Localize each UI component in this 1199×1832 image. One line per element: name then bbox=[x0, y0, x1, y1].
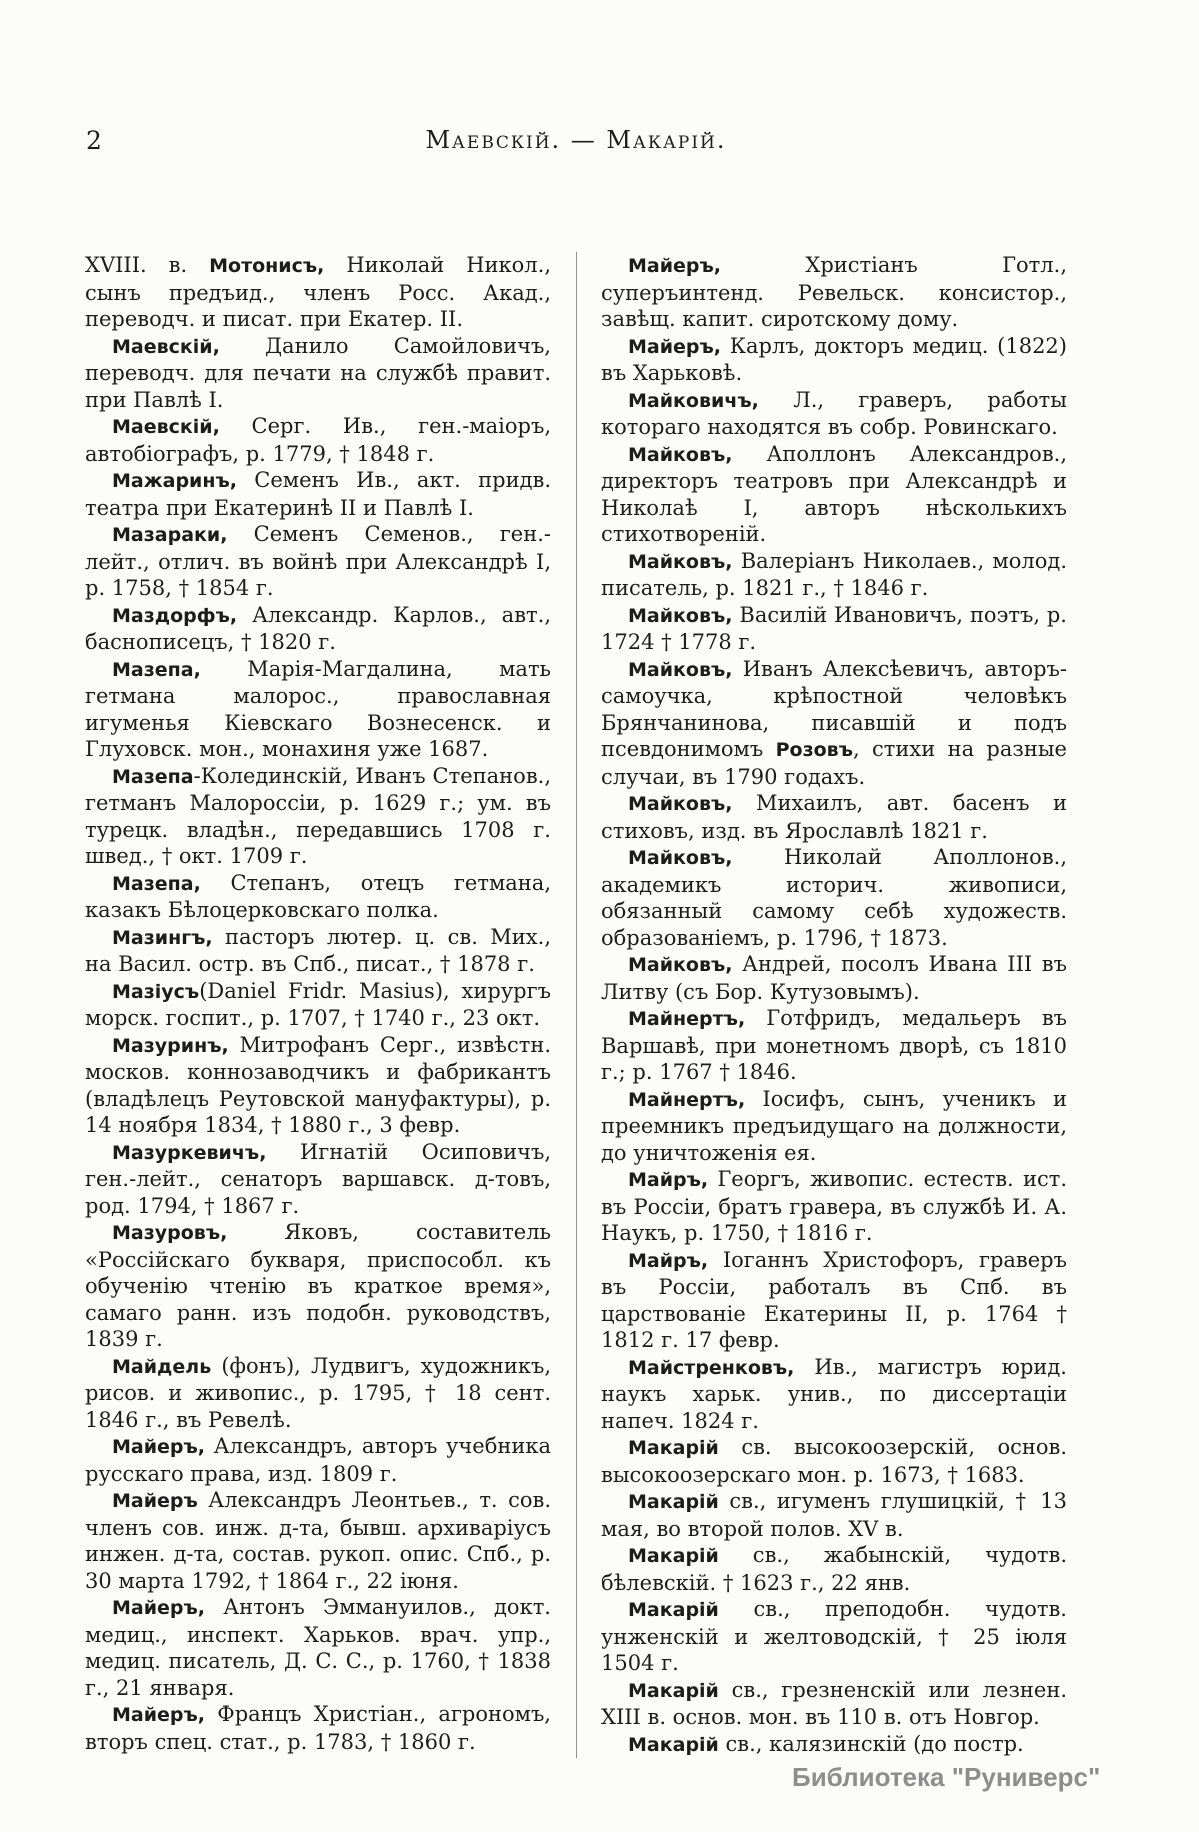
entry-text: Ив., магистръ юрид. наукъ харьк. унив., по диссертаціи напеч. 1824 г. bbox=[601, 1354, 1067, 1433]
entry-headword: Макарій bbox=[628, 1599, 719, 1621]
entry-headword: Майковъ, bbox=[628, 550, 733, 573]
dictionary-entry bbox=[601, 1542, 1067, 1596]
entry-text: Семенъ Ив., акт. придв. театра при Екатеринѣ II и Павлѣ I. bbox=[85, 468, 551, 520]
dictionary-entry bbox=[85, 467, 551, 521]
entry-text: Митрофанъ Серг., извѣстн. москов. коннозаводчикъ и фабрикантъ (владѣлецъ Реутовской мануфактуры), р. 14 ноября 1834, † 1880 г., 3 февр. bbox=[85, 1032, 551, 1137]
entry-headword: Мазіусъ bbox=[112, 980, 200, 1003]
entry-headword: Майстренковъ, bbox=[628, 1356, 795, 1379]
entry-headword: Макарій bbox=[628, 1679, 719, 1702]
entry-text: Карлъ, докторъ медиц. (1822) въ Харьковѣ. bbox=[601, 333, 1067, 385]
entry-headword: Розовъ bbox=[775, 739, 853, 761]
entry-text: (фонъ), Лудвигъ, художникъ, рисов. и живопис., р. 1795, † 18 сент. 1846 г., въ Ревелѣ. bbox=[85, 1353, 551, 1432]
entry-headword: Майеръ, bbox=[112, 1597, 206, 1619]
dictionary-entry bbox=[85, 1701, 551, 1755]
dictionary-entry bbox=[601, 602, 1067, 656]
dictionary-entry bbox=[85, 870, 551, 924]
dictionary-entry bbox=[85, 924, 551, 978]
entry-text: Серг. Ив., ген.-маіоръ, автобіографъ, р. 1779, † 1848 г. bbox=[85, 414, 551, 466]
entry-headword: Майеръ, bbox=[628, 335, 722, 358]
entry-text: -Колединскій, Иванъ Степанов., гетманъ Малороссіи, р. 1629 г.; ум. въ турецк. владѣн., передавшись 1708 г. швед., † окт. 1709 г. bbox=[85, 763, 551, 868]
dictionary-entry bbox=[85, 1032, 551, 1139]
dictionary-entry bbox=[85, 333, 551, 414]
dictionary-entry bbox=[601, 844, 1067, 951]
dictionary-entry bbox=[601, 387, 1067, 441]
entry-headword: Майнертъ, bbox=[628, 1088, 746, 1111]
dictionary-entry bbox=[601, 252, 1067, 333]
entry-text: св., игуменъ глушицкій, † 13 мая, во второй полов. XV в. bbox=[601, 1489, 1067, 1541]
entry-headword: Мазепа bbox=[112, 765, 194, 788]
entry-headword: Мазуровъ, bbox=[112, 1222, 228, 1244]
dictionary-entry bbox=[601, 790, 1067, 844]
entry-text: Готфридъ, медальеръ въ Варшавѣ, при монетномъ дворѣ, съ 1810 г.; р. 1767 † 1846. bbox=[601, 1006, 1067, 1084]
entry-text: (Daniel Fridr. Masius), хирургъ морск. госпит., р. 1707, † 1740 г., 23 окт. bbox=[85, 978, 551, 1030]
entry-headword: Макарій bbox=[628, 1545, 719, 1567]
dictionary-entry bbox=[85, 1487, 551, 1594]
dictionary-entry bbox=[601, 656, 1067, 791]
dictionary-entry bbox=[601, 1005, 1067, 1086]
entry-headword: Маевскій, bbox=[112, 335, 220, 358]
dictionary-entry bbox=[85, 602, 551, 656]
entry-headword: Майковъ, bbox=[628, 443, 733, 466]
dictionary-entry bbox=[601, 1677, 1067, 1731]
entry-text: , стихи на разные случаи, въ 1790 годахъ. bbox=[601, 737, 1067, 789]
entry-text: Василій Ивановичъ, поэтъ, р. 1724 † 1778 г. bbox=[601, 602, 1067, 654]
dictionary-entry bbox=[85, 763, 551, 870]
entry-headword: Майръ, bbox=[628, 1249, 709, 1272]
right-column bbox=[601, 252, 1067, 1758]
entry-text: Семенъ Семенов., ген.-лейт., отлич. въ войнѣ при Александрѣ I, р. 1758, † 1854 г. bbox=[85, 522, 551, 600]
entry-headword: Майковъ, bbox=[628, 847, 733, 869]
entry-text: Георгъ, живопис. естеств. ист. въ Россіи, братъ гравера, въ службѣ И. А. Наукъ, р. 1750, † 1816 г. bbox=[601, 1167, 1067, 1245]
entry-text: св., жабынскій, чудотв. бѣлевскій. † 1623 г., 22 янв. bbox=[601, 1543, 1067, 1595]
entry-text: Яковъ, составитель «Россійскаго букваря, приспособл. къ обученію чтенію въ краткое время», самаго ранн. изъ подобн. руководствъ, 1839 г. bbox=[85, 1220, 551, 1351]
entry-text: Марія-Магдалина, мать гетмана малорос., православная игуменья Кіевскаго Вознесенск. и Глуховск. мон., монахиня уже 1687. bbox=[85, 656, 551, 761]
entry-headword: Мазараки, bbox=[112, 524, 228, 546]
entry-headword: Майковъ, bbox=[628, 793, 733, 815]
entry-text: св. высокоозерскій, основ. высокоозерскаго мон. р. 1673, † 1683. bbox=[601, 1435, 1067, 1487]
running-head: Маевскій. — Макарій. bbox=[425, 126, 727, 154]
left-column bbox=[85, 252, 551, 1758]
entry-text: Андрей, посолъ Ивана III въ Литву (съ Бор. Кутузовымъ). bbox=[601, 952, 1067, 1004]
page-content bbox=[85, 252, 1067, 1758]
entry-text: Іосифъ, сынъ, ученикъ и преемникъ предъидущаго на должности, до уничтоженія ея. bbox=[601, 1086, 1067, 1165]
entry-text: XVIII. в. bbox=[85, 253, 210, 277]
entry-headword: Майдель bbox=[112, 1355, 212, 1378]
entry-text: Михаилъ, авт. басенъ и стиховъ, изд. въ Ярославлѣ 1821 г. bbox=[601, 791, 1067, 843]
dictionary-entry bbox=[601, 333, 1067, 387]
entry-text: Христіанъ Готл., суперъинтенд. Ревельск. консистор., завѣщ. капит. сиротскому дому. bbox=[601, 253, 1067, 331]
dictionary-entry bbox=[85, 521, 551, 602]
entry-headword: Мазепа, bbox=[112, 872, 201, 895]
library-watermark: Библиотека "Руниверс" bbox=[792, 1762, 1101, 1792]
dictionary-entry bbox=[85, 1433, 551, 1487]
dictionary-entry bbox=[601, 1354, 1067, 1435]
entry-headword: Макарій bbox=[628, 1733, 719, 1756]
entry-text: св., грезненскій или лезнен. XIII в. основ. мон. въ 110 в. отъ Новгор. bbox=[601, 1677, 1067, 1729]
entry-headword: Майковъ, bbox=[628, 658, 733, 681]
dictionary-entry bbox=[601, 951, 1067, 1005]
entry-headword: Майковичъ, bbox=[628, 389, 759, 412]
entry-headword: Майеръ, bbox=[112, 1704, 206, 1726]
page-number: 2 bbox=[86, 126, 102, 155]
dictionary-entry bbox=[601, 1596, 1067, 1677]
entry-text: Данило Самойловичъ, переводч. для печати на службѣ правит. при Павлѣ I. bbox=[85, 333, 551, 412]
entry-text: Игнатій Осиповичъ, ген.-лейт., сенаторъ варшавск. д-товъ, род. 1794, † 1867 г. bbox=[85, 1139, 551, 1218]
entry-headword: Майнертъ, bbox=[628, 1008, 746, 1030]
dictionary-entry bbox=[601, 1247, 1067, 1354]
dictionary-entry bbox=[85, 1594, 551, 1701]
entry-headword: Майеръ, bbox=[112, 1436, 206, 1458]
entry-text: св., преподобн. чудотв. унженскій и желтоводскій, † 25 іюля 1504 г. bbox=[601, 1597, 1067, 1675]
entry-text: Іоганнъ Христофоръ, граверъ въ Россіи, работалъ въ Спб. въ царствованіе Екатерины II, р. 1764 † 1812 г. 17 февр. bbox=[601, 1247, 1067, 1352]
entry-text: св., калязинскій (до постр. bbox=[718, 1731, 1024, 1756]
dictionary-entry bbox=[85, 1219, 551, 1353]
entry-text: Аполлонъ Александров., директоръ театровъ при Александрѣ и Николаѣ I, авторъ нѣсколькихъ стихотвореній. bbox=[601, 441, 1067, 546]
entry-headword: Майръ, bbox=[628, 1169, 709, 1191]
entry-text: Николай Аполлонов., академикъ историч. живописи, обязанный самому себѣ художеств. образованіемъ, р. 1796, † 1873. bbox=[601, 845, 1067, 950]
entry-text: пасторъ лютер. ц. св. Мих., на Васил. остр. въ Спб., писат., † 1878 г. bbox=[85, 924, 551, 976]
dictionary-entry bbox=[601, 1434, 1067, 1488]
entry-text: Александръ, авторъ учебника русскаго права, изд. 1809 г. bbox=[85, 1434, 551, 1486]
dictionary-entry bbox=[601, 441, 1067, 548]
entry-text: Францъ Христіан., агрономъ, вторъ спец. стат., р. 1783, † 1860 г. bbox=[85, 1702, 551, 1754]
entry-text: Антонъ Эммануилов., докт. медиц., инспект. Харьков. врач. упр., медиц. писатель, Д. С. С., р. 1760, † 1838 г., 21 января. bbox=[85, 1595, 551, 1700]
entry-text: Николай Никол., сынъ предъид., членъ Росс. Акад., переводч. и писат. при Екатер. II. bbox=[85, 253, 551, 331]
entry-headword: Маевскій, bbox=[112, 416, 220, 438]
entry-headword: Мазуркевичъ, bbox=[112, 1141, 267, 1164]
entry-headword: Мотонисъ, bbox=[209, 255, 325, 277]
dictionary-entry bbox=[601, 548, 1067, 602]
entry-headword: Мажаринъ, bbox=[112, 470, 237, 492]
dictionary-entry bbox=[85, 656, 551, 763]
dictionary-entry bbox=[601, 1086, 1067, 1167]
entry-headword: Майковъ, bbox=[628, 604, 733, 627]
entry-text: Л., граверъ, работы котораго находятся въ собр. Ровинскаго. bbox=[601, 387, 1067, 439]
entry-text: Иванъ Алексѣевичъ, авторъ-самоучка, крѣпостной человѣкъ Брянчанинова, писавшій и подъ псевдонимомъ bbox=[601, 656, 1067, 761]
entry-headword: Майковъ, bbox=[628, 954, 733, 976]
entry-headword: Макарій bbox=[628, 1437, 719, 1459]
dictionary-entry bbox=[85, 1139, 551, 1220]
dictionary-entry bbox=[601, 1731, 1067, 1759]
entry-text: Степанъ, отецъ гетмана, казакъ Бѣлоцерковскаго полка. bbox=[85, 870, 551, 922]
entry-text: Александр. Карлов., авт., баснописецъ, † 1820 г. bbox=[85, 602, 551, 654]
dictionary-entry bbox=[85, 1353, 551, 1434]
entry-headword: Мазепа, bbox=[112, 658, 201, 681]
entry-headword: Маздорфъ, bbox=[112, 604, 238, 627]
entry-headword: Мазингъ, bbox=[112, 926, 213, 949]
entry-headword: Мазуринъ, bbox=[112, 1034, 229, 1057]
entry-headword: Майеръ bbox=[112, 1490, 198, 1512]
entry-headword: Майеръ, bbox=[628, 255, 722, 277]
entry-headword: Макарій bbox=[628, 1491, 719, 1513]
dictionary-entry bbox=[85, 252, 551, 333]
entry-text: Валеріанъ Николаев., молод. писатель, р. 1821 г., † 1846 г. bbox=[601, 548, 1067, 600]
column-divider bbox=[576, 252, 577, 1758]
entry-text: Александръ Леонтьев., т. сов. членъ сов. инж. д-та, бывш. архиваріусъ инжен. д-та, состав. рукоп. опис. Спб., р. 30 марта 1792, † 1864 г., 22 іюня. bbox=[85, 1488, 551, 1593]
dictionary-entry bbox=[601, 1166, 1067, 1247]
dictionary-entry bbox=[85, 413, 551, 467]
dictionary-entry bbox=[85, 978, 551, 1032]
dictionary-entry bbox=[601, 1488, 1067, 1542]
